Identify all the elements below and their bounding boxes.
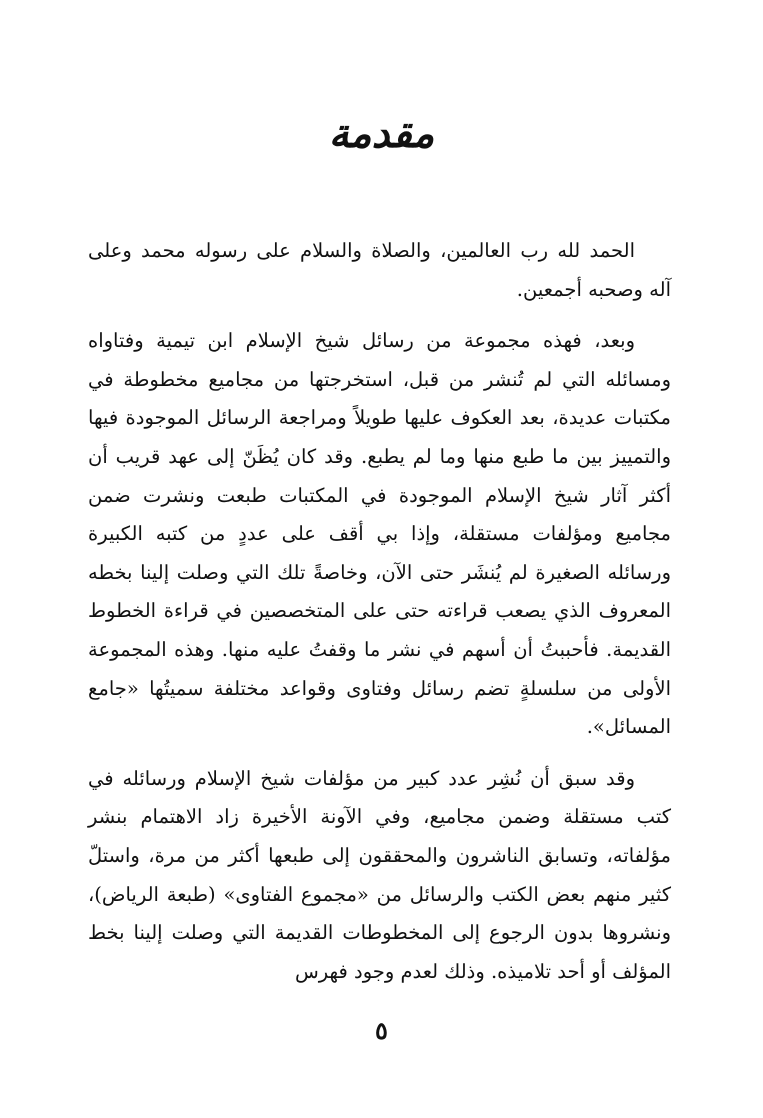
body-text bbox=[88, 232, 671, 1004]
paragraph-introduction: وبعد، فهذه مجموعة من رسائل شيخ الإسلام ابن تيمية وفتاواه ومسائله التي لم تُنشر من قبل، استخرجتها من مجاميع مخطوطة في مكتبات عديدة، بعد العكوف عليها طويلاً ومراجعة الرسائل الموجودة فيها والتمييز بين ما طبع منها وما لم يطبع. وقد كان يُظَنّ إلى عهد قريب أن أكثر آثار شيخ الإسلام الموجودة في المكتبات طبعت ونشرت ضمن مجاميع ومؤلفات مستقلة، وإذا بي أقف على عددٍ من كتبه الكبيرة ورسائله الصغيرة لم يُنشَر حتى الآن، وخاصةً تلك التي وصلت إلينا بخطه المعروف الذي يصعب قراءته حتى على المتخصصين في قراءة الخطوط القديمة. فأحببتُ أن أسهم في نشر ما وقفتُ عليه منها. وهذه المجموعة الأولى من سلسلةٍ تضم رسائل وفتاوى وقواعد مختلفة سميتُها «جامع المسائل». bbox=[88, 329, 671, 739]
paragraph-opening: الحمد لله رب العالمين، والصلاة والسلام على رسوله محمد وعلى آله وصحبه أجمعين. bbox=[88, 239, 671, 301]
page-number: ٥ bbox=[375, 1016, 388, 1045]
paragraph-previous-publications: وقد سبق أن نُشِر عدد كبير من مؤلفات شيخ الإسلام ورسائله في كتب مستقلة وضمن مجاميع، وفي الآونة الأخيرة زاد الاهتمام بنشر مؤلفاته، وتسابق الناشرون والمحققون إلى طبعها أكثر من مرة، واستلّ كثير منهم بعض الكتب والرسائل من «مجموع الفتاوى» (طبعة الرياض)، ونشروها بدون الرجوع إلى المخطوطات القديمة التي وصلت إلينا بخط المؤلف أو أحد تلاميذه. وذلك لعدم وجود فهرس bbox=[88, 766, 671, 983]
page-title: مقدمة bbox=[328, 110, 435, 157]
